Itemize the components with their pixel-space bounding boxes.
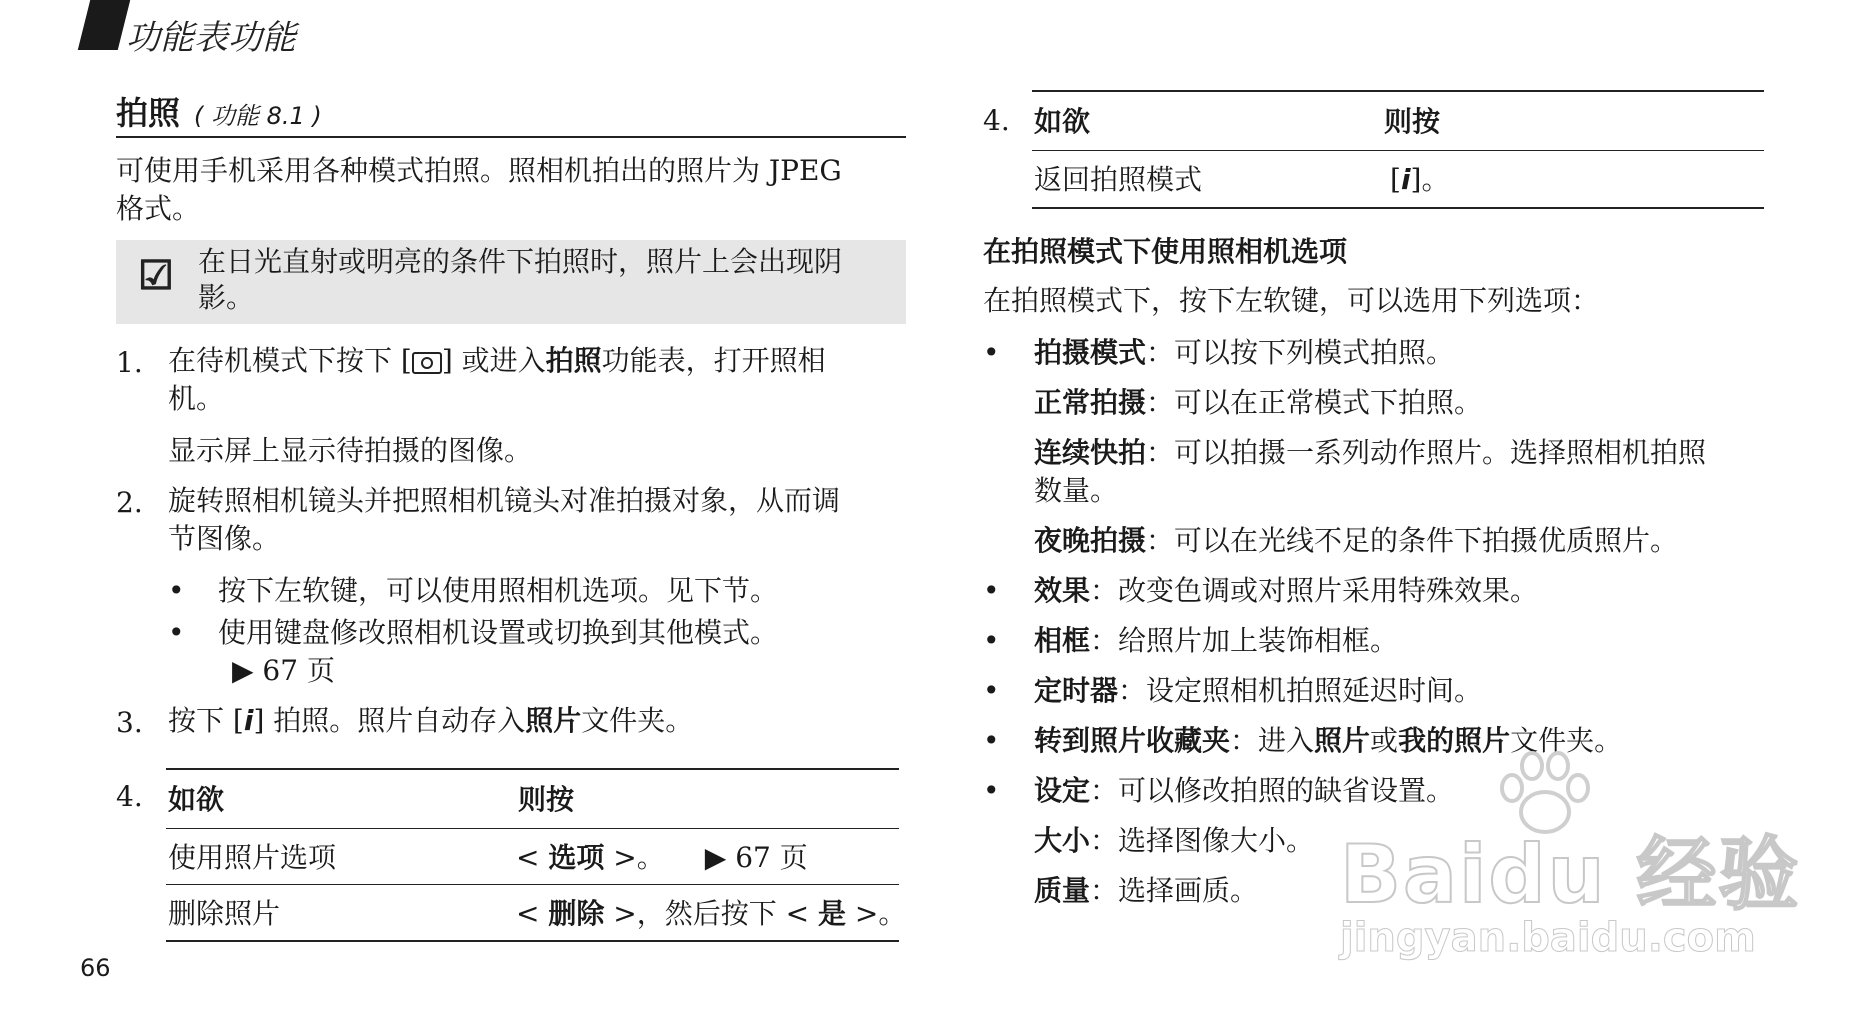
t-part: <: [516, 841, 549, 874]
options-intro: 在拍照模式下，按下左软键，可以选用下列选项：: [983, 284, 1600, 317]
header-title: 功能表功能: [126, 18, 296, 58]
table-right-header-1: 如欲: [1034, 105, 1091, 138]
i-key-icon: i: [243, 704, 254, 737]
page-ref: ▶ 67 页: [704, 841, 808, 874]
table-left-header-rule: [166, 828, 899, 829]
step-3-part-c: 文件夹。: [581, 704, 694, 737]
step-3-text: [168, 702, 693, 740]
section-title: [116, 88, 322, 134]
step-1-bold: 拍照: [545, 344, 602, 377]
option-night: [1034, 522, 1678, 560]
option-text: ：给照片加上装饰相框。: [1090, 624, 1399, 657]
option-text: ：设定照相机拍照延迟时间。: [1118, 674, 1483, 707]
table-right-bottom-rule: [1032, 207, 1764, 209]
bullet-dot: •: [983, 336, 1000, 369]
step-2-line-1: 旋转照相机镜头并把照相机镜头对准拍摄对象，从而调: [168, 484, 841, 517]
step-1-result: 显示屏上显示待拍摄的图像。: [168, 434, 533, 467]
table-left-row-rule: [166, 884, 899, 885]
table-right-header-2: 则按: [1384, 105, 1441, 138]
table-left-bottom-rule: [166, 940, 899, 942]
option-frame: [1034, 622, 1398, 660]
intro-line-1: 可使用手机采用各种模式拍照。照相机拍出的照片为 JPEG: [116, 154, 842, 187]
option-text: ：可以修改拍照的缺省设置。: [1090, 774, 1455, 807]
section-subtitle: ( 功能 8.1 ): [194, 102, 322, 130]
bullet-dot: •: [168, 616, 185, 649]
note-line-2: 影。: [198, 281, 255, 314]
table-right-top-rule: [1032, 90, 1764, 92]
table-left-row-1-col-2: [516, 836, 808, 876]
option-settings: [1034, 772, 1454, 810]
step-4-number: 4.: [116, 780, 143, 813]
bullet-dot: •: [983, 624, 1000, 657]
step-3-number: 3.: [116, 706, 143, 739]
option-bold: 照片: [1314, 724, 1371, 757]
option-text: ：改变色调或对照片采用特殊效果。: [1090, 574, 1539, 607]
i-key-icon: i: [1400, 163, 1411, 196]
option-label: 相框: [1034, 624, 1091, 657]
right-step-4-number: 4.: [983, 104, 1010, 137]
option-label: 拍摄模式: [1034, 336, 1147, 369]
step-1-text: [168, 342, 908, 418]
step-2-page-ref: ▶ 67 页: [232, 654, 335, 687]
note-line-1: 在日光直射或明亮的条件下拍照时，照片上会出现阴: [198, 245, 843, 278]
option-quality: [1034, 872, 1258, 910]
step-3-part-b: ] 拍照。照片自动存入: [253, 704, 526, 737]
option-label: 效果: [1034, 574, 1091, 607]
intro-paragraph: [116, 152, 916, 228]
table-right-row-1-col-1: 返回拍照模式: [1034, 163, 1203, 196]
step-2-line-2: 节图像。: [168, 522, 281, 555]
table-left-row-2-col-1: 删除照片: [168, 897, 281, 930]
step-2-number: 2.: [116, 486, 143, 519]
option-text: 或: [1370, 724, 1399, 757]
options-heading: 在拍照模式下使用照相机选项: [983, 235, 1348, 268]
yes-key-label: 是: [818, 897, 847, 930]
option-label: 夜晚拍摄: [1034, 524, 1147, 557]
step-2-text: [168, 482, 918, 558]
table-left-top-rule: [166, 768, 899, 770]
bullet-dot: •: [168, 574, 185, 607]
bullet-dot: •: [983, 574, 1000, 607]
option-text: ：可以在光线不足的条件下拍摄优质照片。: [1146, 524, 1679, 557]
option-label: 转到照片收藏夹: [1034, 724, 1231, 757]
option-text: ：可以拍摄一系列动作照片。选择照相机拍照: [1146, 436, 1707, 469]
table-left-header-1: 如欲: [168, 783, 225, 816]
options-key-label: 选项: [548, 841, 605, 874]
baidu-watermark: [1340, 810, 1800, 961]
t-part: <: [516, 897, 549, 930]
watermark-line-1: Baidu 经验: [1340, 828, 1801, 921]
table-left-row-1-col-1: 使用照片选项: [168, 841, 337, 874]
option-label: 大小: [1034, 824, 1091, 857]
option-size: [1034, 822, 1314, 860]
watermark-line-2: jingyan.baidu.com: [1340, 915, 1756, 961]
step-1-part-c: 功能表，打开照相: [601, 344, 826, 377]
section-title-text: 拍照: [116, 94, 181, 132]
option-text: ：可以按下列模式拍照。: [1146, 336, 1455, 369]
t-part: >。: [846, 897, 907, 930]
bullet-dot: •: [983, 674, 1000, 707]
page-number: 66: [80, 954, 111, 982]
t-part: >，然后按下 <: [604, 897, 819, 930]
option-normal: [1034, 384, 1482, 422]
t-part: [: [1390, 163, 1401, 196]
section-rule: [116, 136, 906, 138]
step-1-part-a: 在待机模式下按下 [: [168, 344, 412, 377]
step-2-bullet-2: 使用键盘修改照相机设置或切换到其他模式。: [218, 616, 779, 649]
option-timer: [1034, 672, 1482, 710]
t-part: >。: [604, 841, 665, 874]
option-label: 正常拍摄: [1034, 386, 1147, 419]
step-1-part-b: ] 或进入: [441, 344, 546, 377]
table-left-header-2: 则按: [518, 783, 575, 816]
note-text: [198, 244, 888, 316]
step-3-part-a: 按下 [: [168, 704, 244, 737]
bullet-dot: •: [983, 724, 1000, 757]
note-box: [116, 240, 906, 324]
checkbox-note-icon: ☑: [138, 252, 174, 299]
step-1-number: 1.: [116, 346, 143, 379]
camera-key-icon: [412, 352, 442, 374]
step-1-line-2: 机。: [168, 382, 225, 415]
option-shoot-mode: [1034, 334, 1454, 372]
table-right-row-1-col-2: [1390, 158, 1449, 198]
header-bar-decoration: [78, 0, 130, 50]
option-text: ：进入: [1230, 724, 1315, 757]
table-right-header-rule: [1032, 150, 1764, 151]
intro-line-2: 格式。: [116, 192, 201, 225]
option-text: 文件夹。: [1510, 724, 1623, 757]
bullet-dot: •: [983, 774, 1000, 807]
option-text: ：选择画质。: [1090, 874, 1259, 907]
t-part: ]。: [1410, 163, 1450, 196]
option-text: ：选择图像大小。: [1090, 824, 1315, 857]
option-text: ：可以在正常模式下拍照。: [1146, 386, 1483, 419]
option-label: 定时器: [1034, 674, 1119, 707]
step-2-bullet-1: 按下左软键，可以使用照相机选项。见下节。: [218, 574, 779, 607]
option-label: 质量: [1034, 874, 1091, 907]
option-label: 连续快拍: [1034, 436, 1147, 469]
option-label: 设定: [1034, 774, 1091, 807]
table-left-row-2-col-2: [516, 892, 906, 932]
delete-key-label: 删除: [548, 897, 605, 930]
option-burst: [1034, 434, 1774, 510]
step-3-bold: 照片: [525, 704, 582, 737]
option-bold: 我的照片: [1398, 724, 1511, 757]
option-text-line-2: 数量。: [1034, 474, 1119, 507]
option-effects: [1034, 572, 1538, 610]
